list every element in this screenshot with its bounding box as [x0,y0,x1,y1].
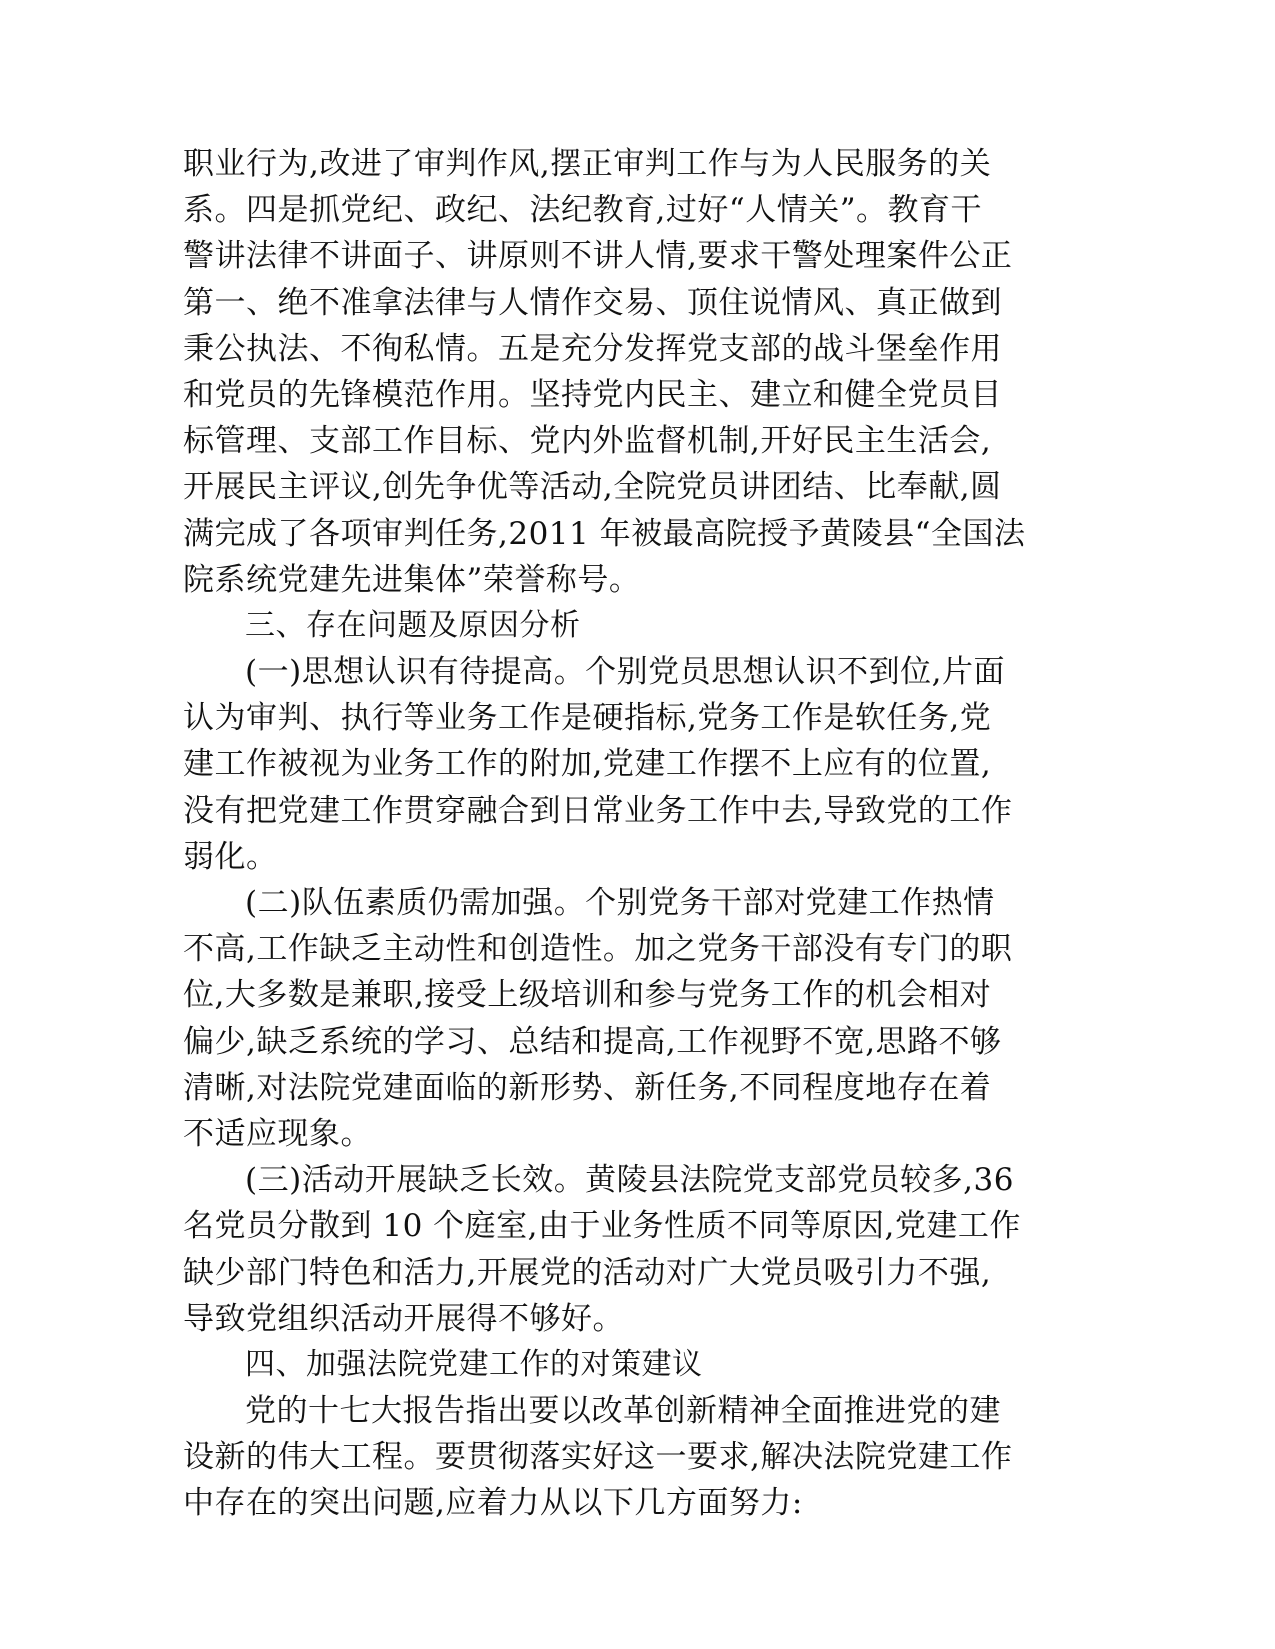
text-line: 职业行为,改进了审判作风,摆正审判工作与为人民服务的关 [183,146,992,182]
text-line: 满完成了各项审判任务,2011 年被最高院授予黄陵县“全国法 [183,515,1026,552]
text-line: 名党员分散到 10 个庭室,由于业务性质不同等原因,党建工作 [183,1208,1021,1245]
text-line: 不适应现象。 [183,1115,372,1152]
text-line: 没有把党建工作贯穿融合到日常业务工作中去,导致党的工作 [183,792,1013,829]
text-line: 位,大多数是兼职,接受上级培训和参与党务工作的机会相对 [183,977,992,1014]
text-line: 建工作被视为业务工作的附加,党建工作摆不上应有的位置, [183,746,992,783]
text-line: 系。四是抓党纪、政纪、法纪教育,过好“人情关”。教育干 [183,192,983,229]
text-line: 中存在的突出问题,应着力从以下几方面努力: [183,1485,803,1522]
paragraph-first-line: (二)队伍素质仍需加强。个别党务干部对党建工作热情 [245,885,995,921]
text-line: 秉公执法、不徇私情。五是充分发挥党支部的战斗堡垒作用 [183,330,1002,367]
text-line: 设新的伟大工程。要贯彻落实好这一要求,解决法院党建工作 [183,1439,1013,1476]
text-line: 和党员的先锋模范作用。坚持党内民主、建立和健全党员目 [183,376,1002,413]
text-line: 导致党组织活动开展得不够好。 [183,1300,624,1337]
section-heading: 四、加强法院党建工作的对策建议 [245,1346,703,1382]
text-line: 清晰,对法院党建面临的新形势、新任务,不同程度地存在着 [183,1069,992,1106]
text-line: 不高,工作缺乏主动性和创造性。加之党务干部没有专门的职 [183,931,1013,968]
text-line: 缺少部门特色和活力,开展党的活动对广大党员吸引力不强, [183,1254,992,1291]
paragraph-first-line: (三)活动开展缺乏长效。黄陵县法院党支部党员较多,36 [245,1162,1014,1199]
text-line: 弱化。 [183,838,278,875]
text-line: 院系统党建先进集体”荣誉称号。 [183,561,641,598]
text-line: 标管理、支部工作目标、党内外监督机制,开好民主生活会, [183,423,992,460]
section-heading: 三、存在问题及原因分析 [245,607,581,643]
text-line: 开展民主评议,创先争优等活动,全院党员讲团结、比奉献,圆 [183,469,1002,506]
text-line: 偏少,缺乏系统的学习、总结和提高,工作视野不宽,思路不够 [183,1023,1002,1060]
text-line: 认为审判、执行等业务工作是硬指标,党务工作是软任务,党 [183,700,992,737]
text-line: 第一、绝不准拿法律与人情作交易、顶住说情风、真正做到 [183,284,1002,321]
text-line: 警讲法律不讲面子、讲原则不讲人情,要求干警处理案件公正 [183,238,1013,275]
paragraph-first-line: (一)思想认识有待提高。个别党员思想认识不到位,片面 [245,654,1006,691]
paragraph-first-line: 党的十七大报告指出要以改革创新精神全面推进党的建 [245,1393,1001,1430]
document-body [183,141,1043,1527]
